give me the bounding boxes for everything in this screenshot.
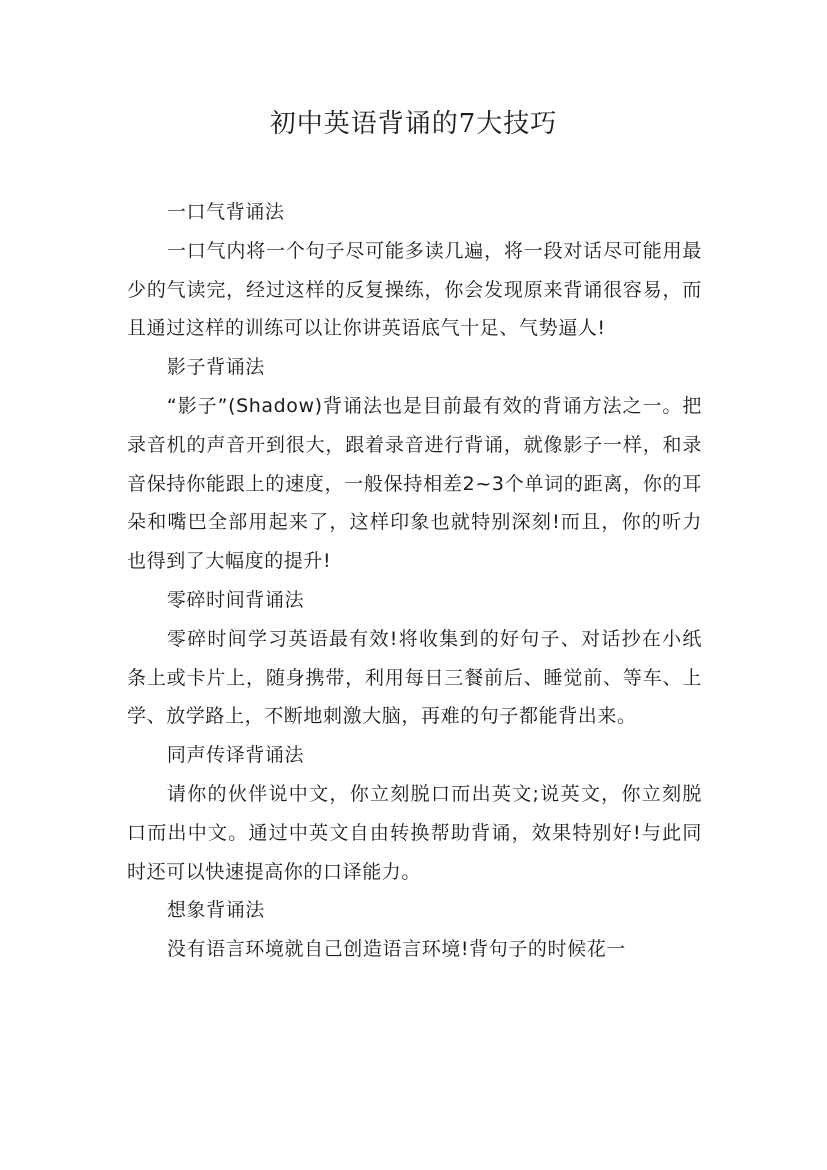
section-paragraph-spare-time: 零碎时间学习英语最有效!将收集到的好句子、对话抄在小纸条上或卡片上，随身携带，利用每日三餐前后、睡觉前、等车、上学、放学路上，不断地刺激大脑，再难的句子都能背出来。 bbox=[127, 627, 702, 728]
section-heading-imagination: 想象背诵法 bbox=[166, 899, 265, 922]
section-heading-interpretation: 同声传译背诵法 bbox=[166, 744, 305, 767]
section-heading-shadow: 影子背诵法 bbox=[166, 356, 265, 379]
document-title: 初中英语背诵的7大技巧 bbox=[269, 109, 558, 139]
section-paragraph-shadow: “影子”(Shadow)背诵法也是目前最有效的背诵方法之一。把录音机的声音开到很大，跟着录音进行背诵，就像影子一样，和录音保持你能跟上的速度，一般保持相差2~3个单词的距离，你的耳朵和嘴巴全部用起来了，这样印象也就特别深刻!而且，你的听力也得到了大幅度的提升! bbox=[127, 394, 702, 573]
section-heading-spare-time: 零碎时间背诵法 bbox=[166, 588, 305, 611]
document-body bbox=[127, 193, 702, 969]
section-paragraph-one-breath: 一口气内将一个句子尽可能多读几遍，将一段对话尽可能用最少的气读完，经过这样的反复操练，你会发现原来背诵很容易，而且通过这样的训练可以让你讲英语底气十足、气势逼人! bbox=[127, 239, 702, 340]
section-paragraph-interpretation: 请你的伙伴说中文，你立刻脱口而出英文;说英文，你立刻脱口而出中文。通过中英文自由转换帮助背诵，效果特别好!与此同时还可以快速提高你的口译能力。 bbox=[127, 782, 702, 883]
section-heading-one-breath: 一口气背诵法 bbox=[166, 201, 285, 223]
section-paragraph-imagination: 没有语言环境就自己创造语言环境!背句子的时候花一 bbox=[166, 938, 626, 961]
